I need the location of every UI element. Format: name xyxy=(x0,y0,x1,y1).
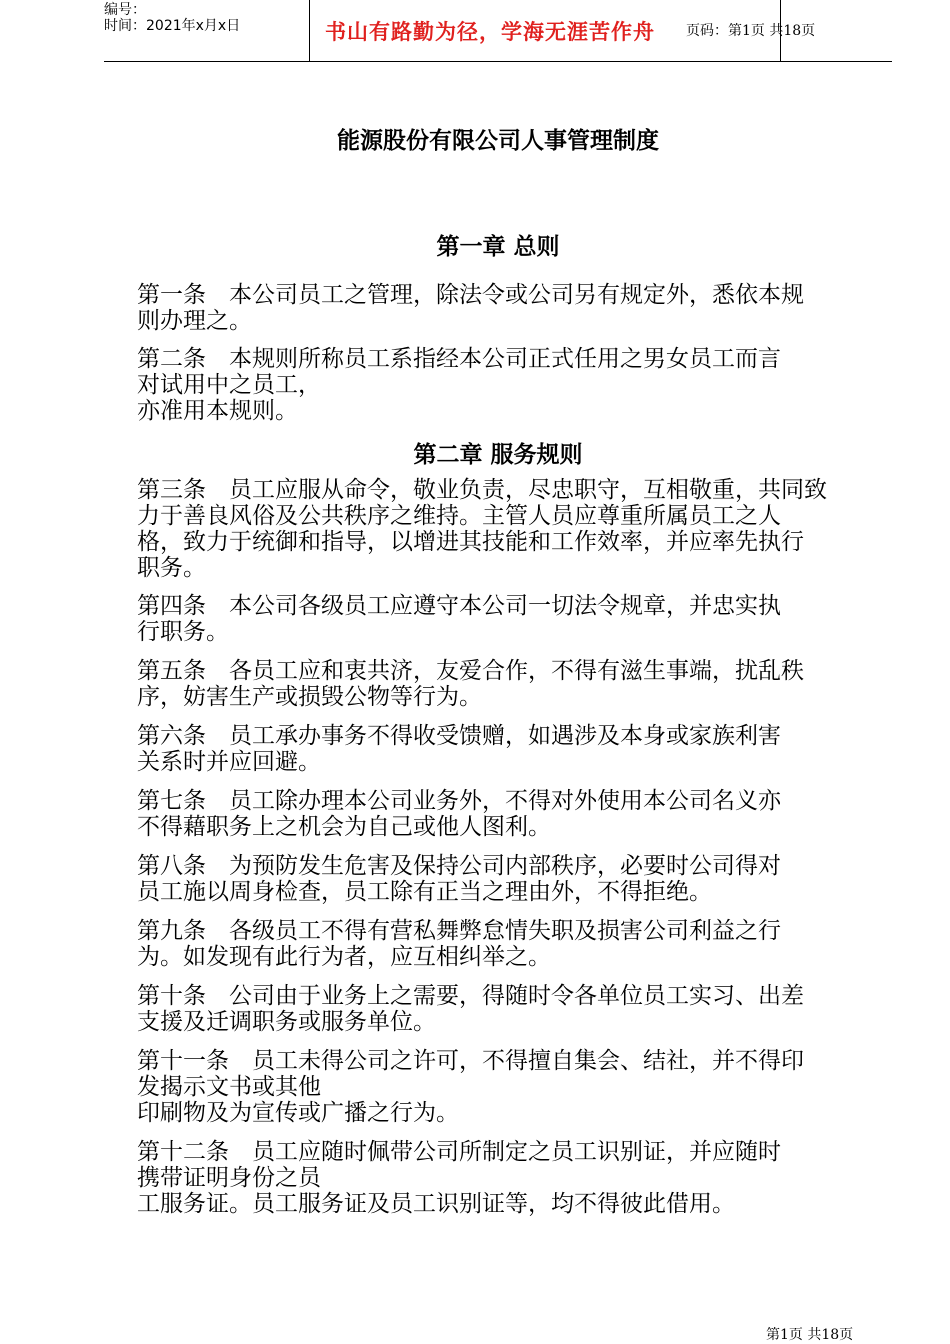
article-line: 职务。 xyxy=(137,555,206,581)
article-line: 第四条 本公司各级员工应遵守本公司一切法令规章，并忠实执 xyxy=(137,593,781,619)
article-11 xyxy=(137,1048,862,1126)
article-8 xyxy=(137,853,862,905)
article-12 xyxy=(137,1139,862,1217)
article-line: 第三条 员工应服从命令，敬业负责，尽忠职守，互相敬重，共同致 xyxy=(137,477,827,503)
article-line: 携带证明身份之员 xyxy=(137,1165,321,1191)
article-line: 序，妨害生产或损毁公物等行为。 xyxy=(137,684,482,710)
article-line: 第一条 本公司员工之管理，除法令或公司另有规定外，悉依本规 xyxy=(137,282,804,308)
article-line: 发揭示文书或其他 xyxy=(137,1074,321,1100)
article-9 xyxy=(137,918,862,970)
document-title: 能源股份有限公司人事管理制度 xyxy=(337,127,659,154)
date-label: 时间：2021年x月x日 xyxy=(104,18,241,34)
page-footer: 第1页 共18页 xyxy=(766,1327,854,1343)
article-line: 支援及迁调职务或服务单位。 xyxy=(137,1009,436,1035)
article-7 xyxy=(137,788,862,840)
article-line: 印刷物及为宣传或广播之行为。 xyxy=(137,1100,459,1126)
number-label: 编号： xyxy=(104,2,146,18)
article-line: 第二条 本规则所称员工系指经本公司正式任用之男女员工而言 xyxy=(137,346,781,372)
article-line: 为。如发现有此行为者，应互相纠举之。 xyxy=(137,944,551,970)
chapter-heading-1: 第一章 总则 xyxy=(436,233,560,260)
article-line: 第十一条 员工未得公司之许可，不得擅自集会、结社，并不得印 xyxy=(137,1048,804,1074)
article-line: 力于善良风俗及公共秩序之维持。主管人员应尊重所属员工之人 xyxy=(137,503,781,529)
article-line: 对试用中之员工， xyxy=(137,372,321,398)
article-1 xyxy=(137,282,862,334)
article-2 xyxy=(137,346,862,424)
article-line: 第六条 员工承办事务不得收受馈赠，如遇涉及本身或家族利害 xyxy=(137,723,781,749)
article-5 xyxy=(137,658,862,710)
article-line: 不得藉职务上之机会为自己或他人图利。 xyxy=(137,814,551,840)
article-line: 员工施以周身检查，员工除有正当之理由外，不得拒绝。 xyxy=(137,879,712,905)
article-line: 第五条 各员工应和衷共济，友爱合作，不得有滋生事端，扰乱秩 xyxy=(137,658,804,684)
article-4 xyxy=(137,593,862,645)
article-line: 关系时并应回避。 xyxy=(137,749,321,775)
article-line: 格，致力于统御和指导，以增进其技能和工作效率，并应率先执行 xyxy=(137,529,804,555)
article-line: 行职务。 xyxy=(137,619,229,645)
article-6 xyxy=(137,723,862,775)
page-header xyxy=(104,0,892,62)
chapter-heading-2: 第二章 服务规则 xyxy=(413,441,583,468)
article-line: 第九条 各级员工不得有营私舞弊怠情失职及损害公司利益之行 xyxy=(137,918,781,944)
article-line: 第八条 为预防发生危害及保持公司内部秩序，必要时公司得对 xyxy=(137,853,781,879)
header-page-info: 页码：第1页 共18页 xyxy=(686,23,816,39)
header-motto: 书山有路勤为径，学海无涯苦作舟 xyxy=(325,19,655,44)
header-meta xyxy=(104,2,304,34)
article-line: 工服务证。员工服务证及员工识别证等，均不得彼此借用。 xyxy=(137,1191,735,1217)
article-line: 则办理之。 xyxy=(137,308,252,334)
article-10 xyxy=(137,983,862,1035)
article-line: 第七条 员工除办理本公司业务外，不得对外使用本公司名义亦 xyxy=(137,788,781,814)
article-line: 第十二条 员工应随时佩带公司所制定之员工识别证，并应随时 xyxy=(137,1139,781,1165)
article-3 xyxy=(137,477,862,581)
article-line: 第十条 公司由于业务上之需要，得随时令各单位员工实习、出差 xyxy=(137,983,804,1009)
article-line: 亦准用本规则。 xyxy=(137,398,298,424)
